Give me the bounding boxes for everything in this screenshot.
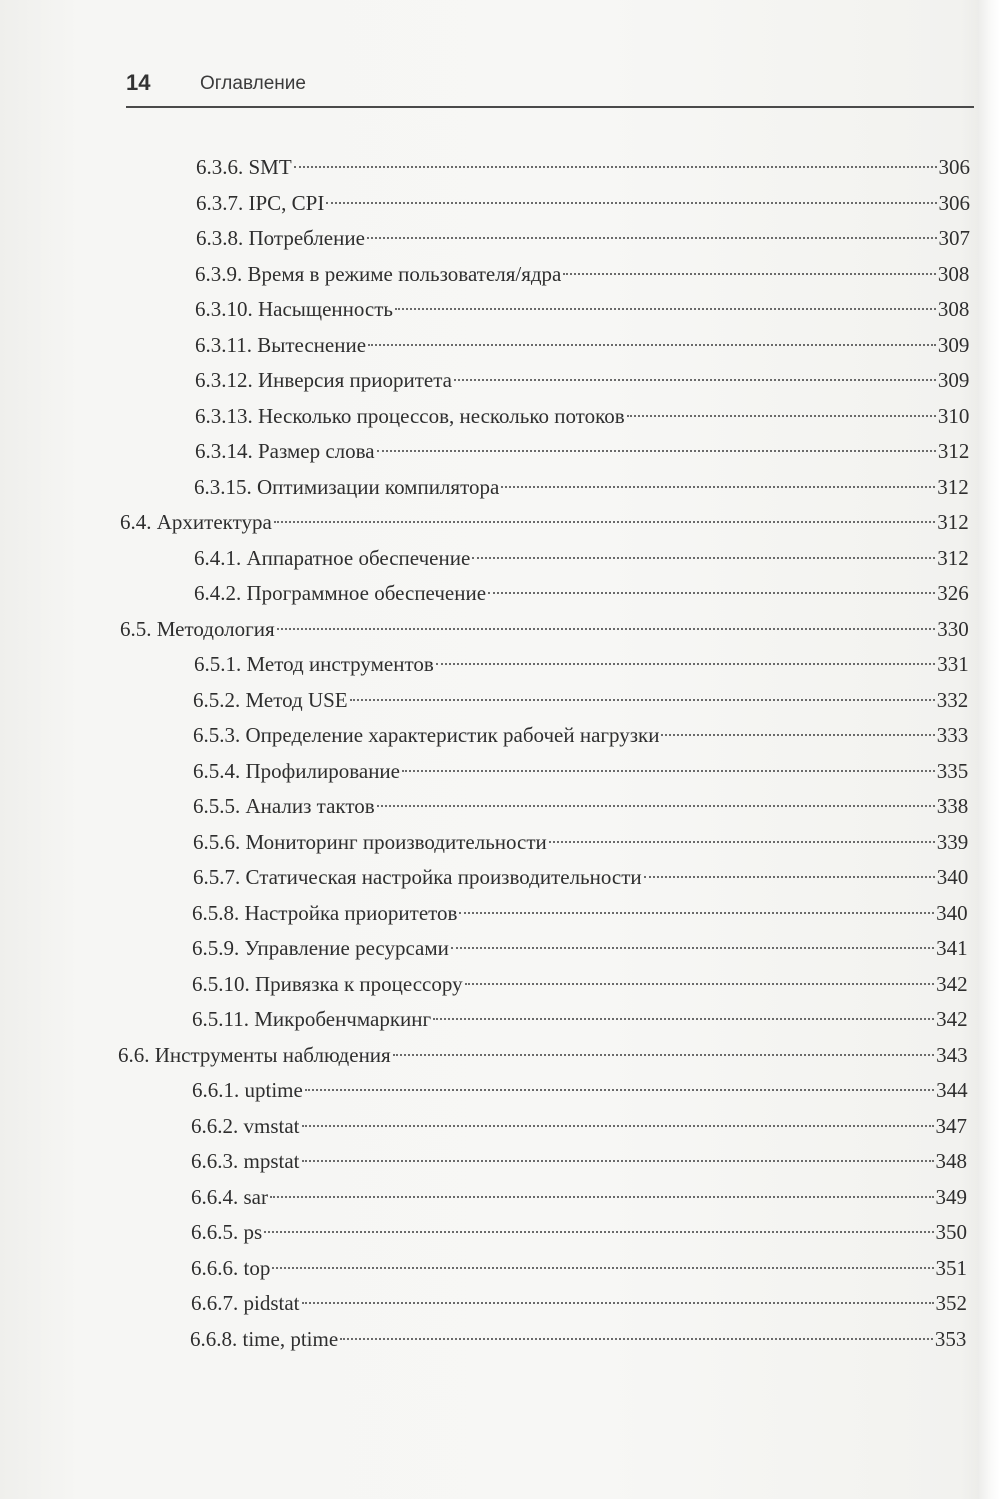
toc-entry-page: 352 [935, 1291, 967, 1315]
dot-leader [270, 1196, 934, 1198]
dot-leader [302, 1125, 934, 1127]
dot-leader [367, 237, 937, 239]
toc-entry-page: 348 [935, 1149, 967, 1173]
toc-entry-label: 6.5.6. Мониторинг производительности [193, 829, 547, 854]
toc-entry-label: 6.5.4. Профилирование [193, 758, 400, 783]
toc-entry-label: 6.4. Архитектура [120, 510, 272, 534]
dot-leader [294, 166, 937, 168]
toc-entry [191, 1215, 967, 1249]
toc-entry-page: 347 [935, 1113, 967, 1138]
toc-entry-page: 330 [937, 616, 969, 641]
toc-entry-page: 309 [937, 368, 970, 392]
toc-entry-label: 6.5.9. Управление ресурсами [192, 936, 449, 960]
toc-entry [193, 718, 968, 752]
toc-entry-label: 6.6.2. vmstat [191, 1113, 300, 1138]
dot-leader [377, 450, 936, 452]
toc-entry-page: 343 [936, 1042, 968, 1067]
toc-entry-label: 6.4.1. Аппаратное обеспечение [194, 545, 471, 570]
toc-entry-page: 310 [937, 403, 970, 428]
page-edge [978, 0, 1000, 1499]
page-header [126, 66, 974, 108]
toc-entry-page: 340 [936, 865, 969, 889]
toc-entry-page: 333 [936, 723, 969, 747]
dot-leader [433, 1018, 934, 1020]
page-number: 14 [126, 70, 151, 95]
dot-leader [454, 379, 936, 381]
dot-leader [277, 628, 936, 630]
toc-entry-page: 342 [936, 971, 968, 996]
toc-entry-label: 6.3.11. Вытеснение [195, 332, 367, 357]
toc-entry [192, 896, 968, 930]
dot-leader [465, 983, 935, 985]
toc-entry [191, 1286, 967, 1320]
toc-entry [195, 434, 969, 468]
toc-entry [193, 754, 968, 788]
dot-leader [272, 1267, 933, 1269]
toc-entry-label: 6.5.5. Анализ тактов [193, 794, 375, 818]
toc-entry [120, 505, 969, 539]
toc-entry-label: 6.6.8. time, ptime [190, 1326, 339, 1351]
dot-leader [459, 912, 934, 914]
toc-entry-label: 6.4.2. Программное обеспечение [194, 581, 487, 605]
dot-leader [451, 947, 934, 949]
toc-entry-page: 308 [937, 297, 970, 321]
toc-entry [190, 1322, 966, 1356]
toc-entry [196, 150, 970, 184]
toc-entry-label: 6.3.7. IPC, CPI [196, 190, 325, 215]
toc-entry-label: 6.3.10. Насыщенность [195, 297, 393, 321]
toc-entry-label: 6.6.7. pidstat [191, 1291, 300, 1315]
toc-entry-page: 308 [937, 261, 970, 286]
dot-leader [488, 592, 935, 594]
dot-leader [326, 202, 936, 204]
toc-entry-page: 342 [936, 1007, 968, 1031]
dot-leader [472, 557, 935, 559]
toc-entry [191, 1144, 967, 1178]
toc-entry-label: 6.6.4. sar [191, 1184, 268, 1209]
toc-entry [196, 221, 970, 255]
toc-entry-label: 6.5.1. Метод инструментов [194, 652, 434, 676]
toc-entry-label: 6.5.2. Метод USE [193, 687, 348, 712]
toc-entry-label: 6.5. Методология [120, 616, 275, 641]
dot-leader [302, 1302, 934, 1304]
toc-entry [192, 931, 968, 965]
toc-entry [191, 1109, 967, 1143]
toc-entry-label: 6.5.3. Определение характеристик рабочей нагрузки [193, 723, 660, 747]
toc-entry-page: 306 [938, 190, 970, 215]
toc-entry [191, 1180, 967, 1214]
dot-leader [350, 699, 935, 701]
toc-entry [194, 576, 969, 610]
toc-entry [120, 612, 969, 646]
toc-entry-page: 344 [936, 1078, 968, 1102]
dot-leader [302, 1160, 934, 1162]
dot-leader [549, 841, 935, 843]
toc-entry [192, 1073, 968, 1107]
toc-entry-label: 6.6.1. uptime [192, 1078, 303, 1102]
dot-leader [340, 1338, 933, 1340]
toc-entry [192, 967, 968, 1001]
running-title: Оглавление [200, 73, 306, 94]
toc-entry-page: 307 [938, 226, 970, 250]
toc-entry-page: 331 [937, 652, 969, 676]
toc-entry [194, 470, 969, 504]
toc-entry-label: 6.3.6. SMT [196, 155, 292, 179]
toc-entry-page: 326 [937, 581, 969, 605]
toc-entry-label: 6.3.8. Потребление [196, 226, 365, 250]
toc-entry [193, 825, 968, 859]
toc-entry-page: 309 [937, 332, 970, 357]
toc-entry-label: 6.5.10. Привязка к процессору [192, 971, 463, 996]
dot-leader [436, 663, 936, 665]
toc-entry-label: 6.3.15. Оптимизации компилятора [194, 474, 500, 499]
toc-entry-label: 6.6.3. mpstat [191, 1149, 300, 1173]
toc-entry [191, 1251, 967, 1285]
toc-entry [195, 363, 969, 397]
toc-entry-label: 6.5.8. Настройка приоритетов [192, 900, 458, 925]
toc-entry-page: 306 [938, 155, 970, 179]
toc-entry-page: 312 [937, 439, 970, 463]
dot-leader [644, 876, 935, 878]
toc-entry-label: 6.6. Инструменты наблюдения [118, 1042, 391, 1067]
toc-entry-page: 332 [936, 687, 969, 712]
toc-entry-page: 312 [937, 510, 969, 534]
toc-entry-label: 6.3.12. Инверсия приоритета [195, 368, 452, 392]
toc-entry [195, 399, 969, 433]
toc-entry-label: 6.6.6. top [191, 1255, 271, 1280]
toc-entry-page: 353 [934, 1326, 967, 1351]
dot-leader [274, 521, 935, 523]
toc-entry [194, 541, 969, 575]
dot-leader [393, 1054, 934, 1056]
toc-entry [195, 292, 969, 326]
dot-leader [402, 770, 935, 772]
toc-entry [194, 647, 969, 681]
toc-entry-label: 6.5.11. Микробенчмаркинг [192, 1007, 432, 1031]
toc-entry [196, 186, 970, 220]
toc-entry-page: 351 [935, 1255, 967, 1280]
dot-leader [305, 1089, 934, 1091]
toc-entry-page: 340 [936, 900, 968, 925]
dot-leader [627, 415, 936, 417]
toc-entry-page: 349 [935, 1184, 967, 1209]
toc-entry [195, 328, 969, 362]
toc-entry-page: 350 [935, 1220, 967, 1244]
dot-leader [264, 1231, 933, 1233]
toc-entry [192, 1002, 968, 1036]
dot-leader [563, 273, 936, 275]
toc-entry [193, 683, 968, 717]
toc-entry [195, 257, 969, 291]
toc-entry-label: 6.5.7. Статическая настройка производительности [193, 865, 642, 889]
toc-entry-page: 341 [936, 936, 968, 960]
toc-entry [193, 860, 968, 894]
toc-entry-page: 339 [936, 829, 969, 854]
toc-entry-label: 6.3.14. Размер слова [195, 439, 375, 463]
toc-entry-page: 312 [937, 545, 969, 570]
dot-leader [395, 308, 936, 310]
toc-entry-page: 312 [937, 474, 969, 499]
toc-entry-label: 6.6.5. ps [191, 1220, 263, 1244]
toc-entry [118, 1038, 968, 1072]
toc-entry-page: 338 [936, 794, 969, 818]
dot-leader [661, 734, 934, 736]
dot-leader [501, 486, 935, 488]
toc-entry-page: 335 [936, 758, 969, 783]
dot-leader [368, 344, 936, 346]
dot-leader [377, 805, 935, 807]
toc-entry [193, 789, 968, 823]
toc-entry-label: 6.3.13. Несколько процессов, несколько потоков [195, 403, 625, 428]
toc-entry-label: 6.3.9. Время в режиме пользователя/ядра [195, 261, 562, 286]
